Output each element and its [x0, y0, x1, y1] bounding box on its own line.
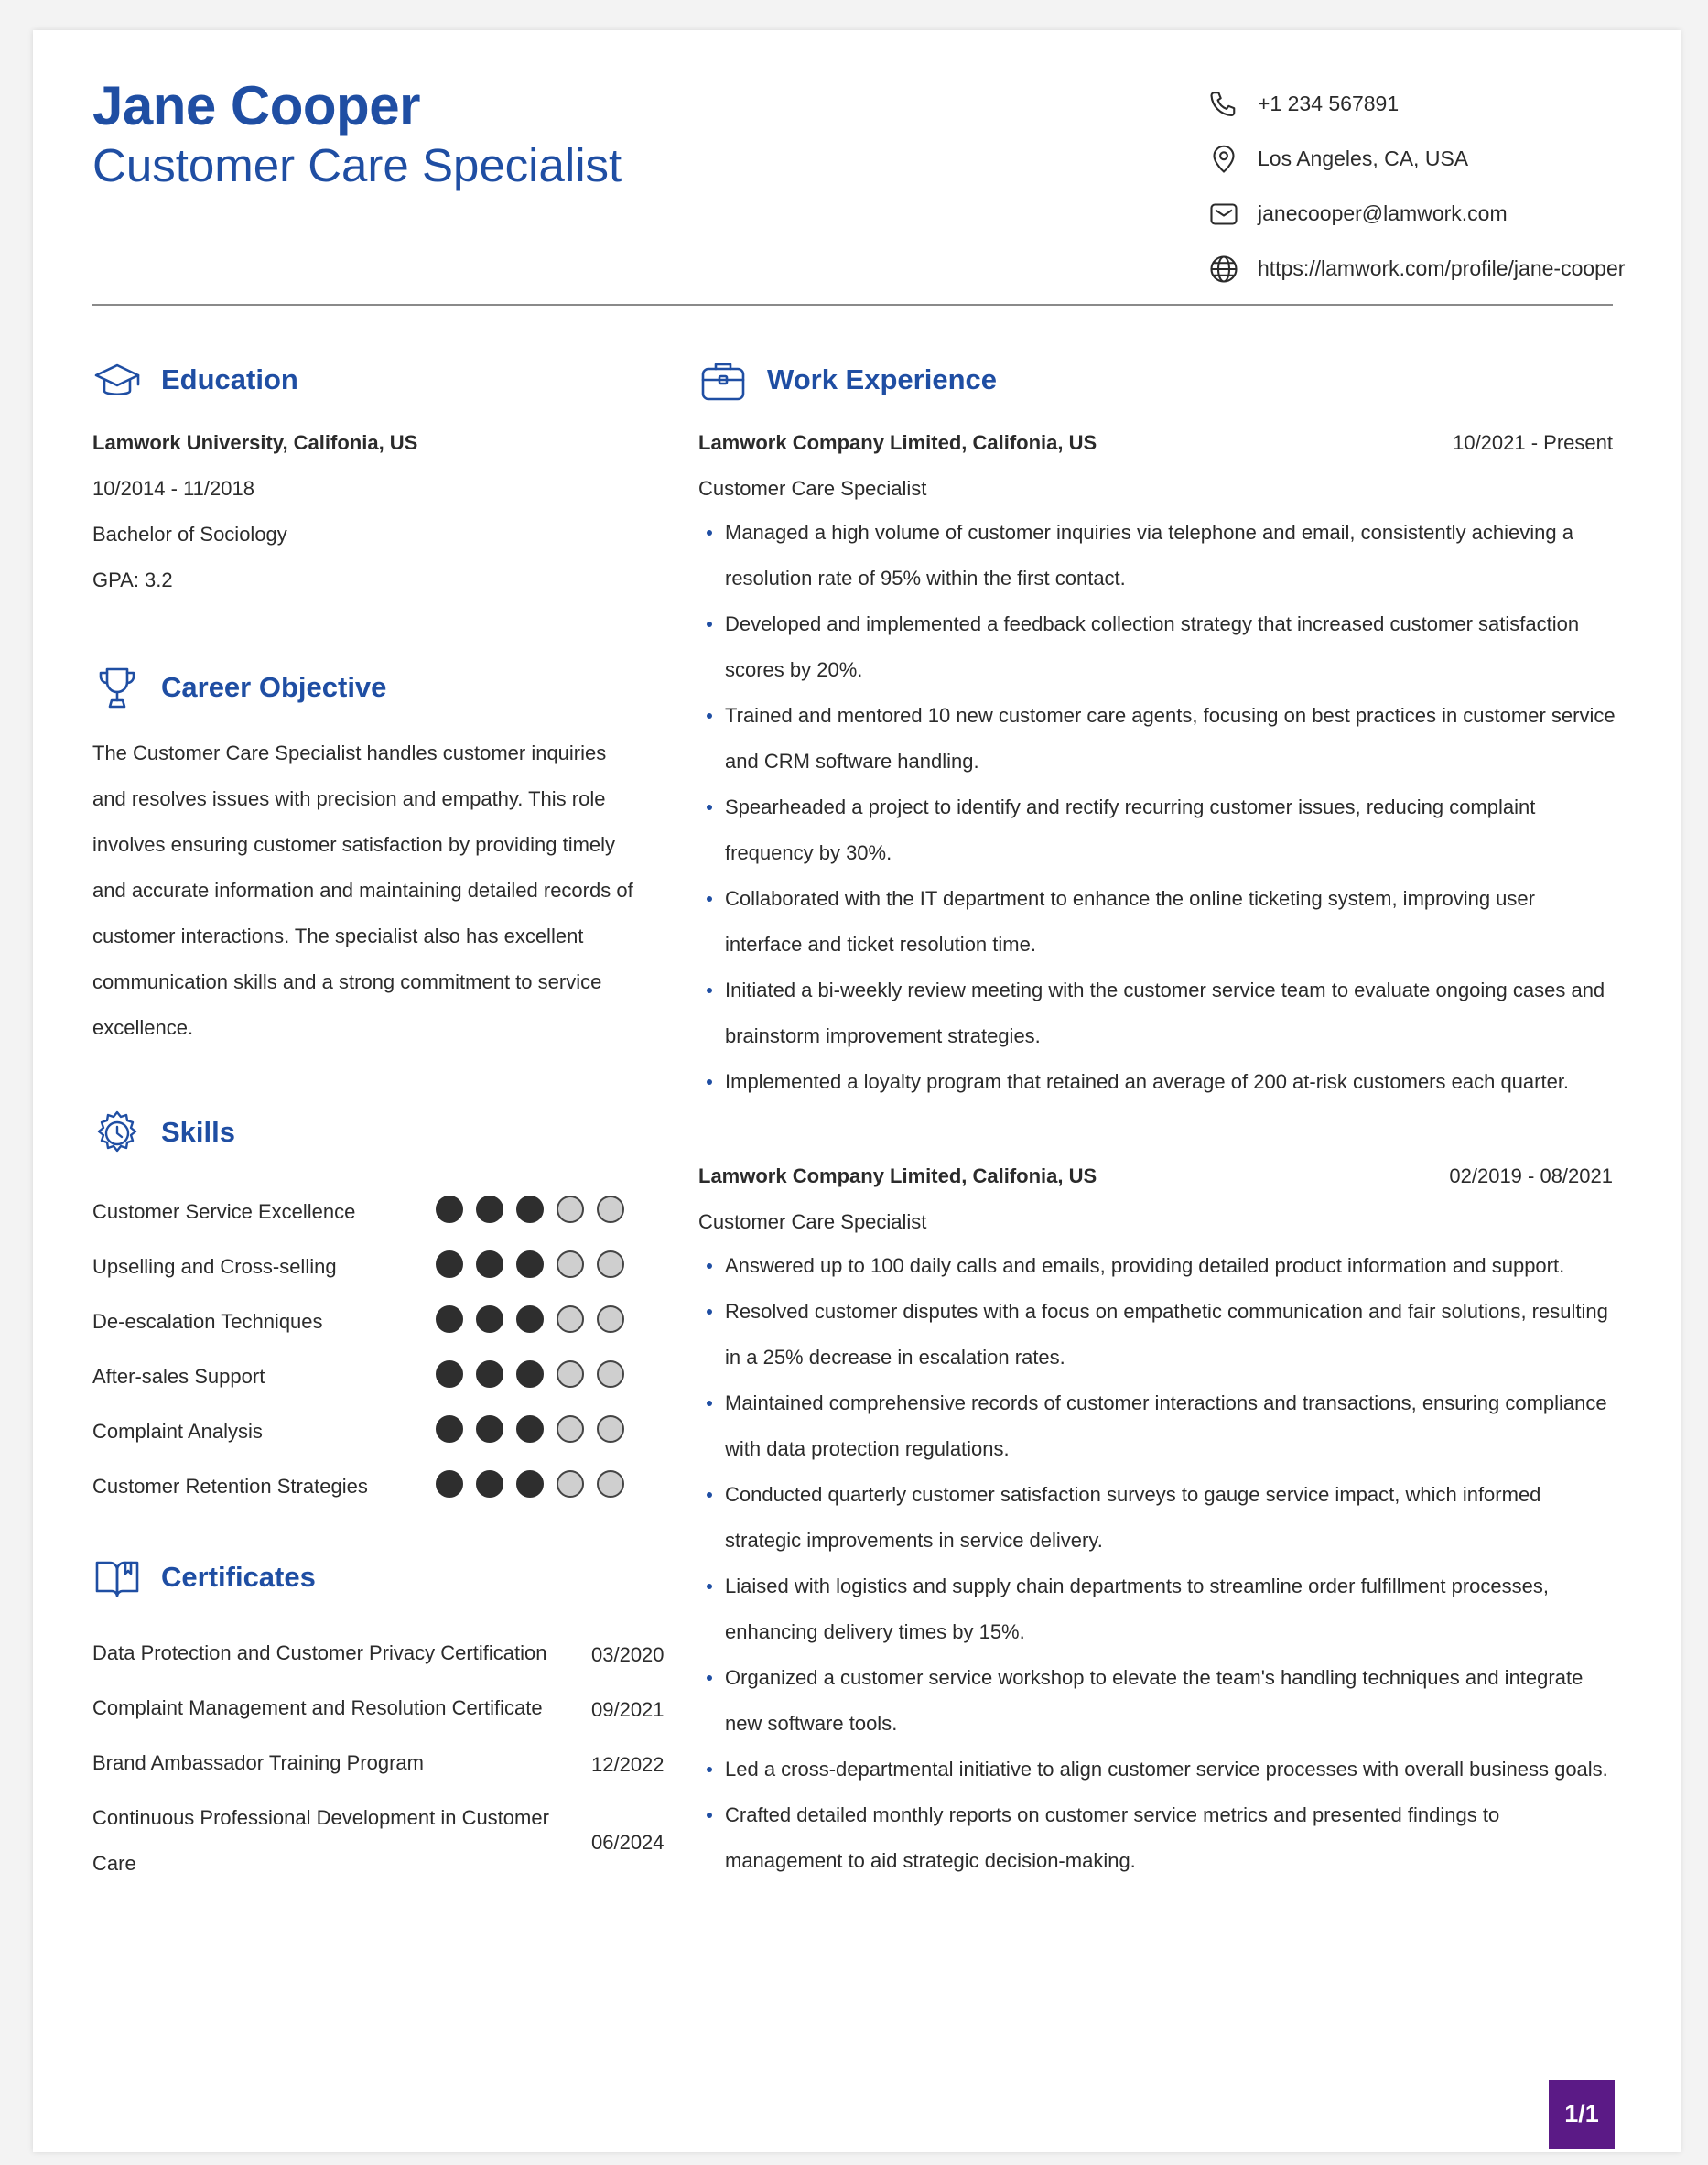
rating-dot-empty	[557, 1305, 584, 1333]
candidate-title: Customer Care Specialist	[92, 139, 622, 191]
skill-name: Complaint Analysis	[92, 1420, 263, 1443]
location-pin-icon	[1207, 143, 1240, 176]
resume-page	[33, 30, 1681, 2152]
contact-website	[1207, 253, 1647, 308]
education-school: Lamwork University, Califonia, US	[92, 431, 418, 454]
rating-dot-filled	[476, 1250, 503, 1278]
job-bullets	[725, 510, 1617, 1105]
rating-dot-empty	[597, 1360, 624, 1388]
briefcase-icon	[698, 356, 748, 406]
rating-dot-filled	[436, 1360, 463, 1388]
skill-row	[92, 1248, 642, 1284]
header-divider	[92, 304, 1613, 306]
skill-rating	[436, 1305, 637, 1338]
certificate-date: 06/2024	[591, 1831, 665, 1854]
work-title: Work Experience	[767, 363, 997, 395]
gear-clock-icon	[92, 1109, 142, 1158]
skills-title: Skills	[161, 1116, 235, 1148]
rating-dot-filled	[436, 1305, 463, 1333]
rating-dot-filled	[476, 1470, 503, 1498]
skill-rating	[436, 1415, 637, 1448]
job-bullet: Implemented a loyalty program that retained an average of 200 at-risk customers each quarter.	[725, 1059, 1617, 1105]
skill-row	[92, 1358, 642, 1394]
job-company: Lamwork Company Limited, Califonia, US	[698, 1164, 1097, 1187]
certificate-name: Continuous Professional Development in Customer Care	[92, 1806, 549, 1875]
rating-dot-filled	[436, 1250, 463, 1278]
skill-rating	[436, 1360, 637, 1393]
job-bullet: Maintained comprehensive records of customer interactions and transactions, ensuring compliance with data protection regulations.	[725, 1380, 1617, 1472]
rating-dot-filled	[516, 1305, 544, 1333]
job-position: Customer Care Specialist	[698, 477, 927, 500]
rating-dot-empty	[557, 1470, 584, 1498]
rating-dot-empty	[557, 1360, 584, 1388]
rating-dot-filled	[516, 1415, 544, 1443]
skill-name: After-sales Support	[92, 1365, 265, 1388]
contact-website-text[interactable]: https://lamwork.com/profile/jane-cooper	[1258, 256, 1626, 280]
education-gpa: GPA: 3.2	[92, 568, 173, 591]
certificate-name: Brand Ambassador Training Program	[92, 1751, 424, 1774]
job-bullets	[725, 1243, 1617, 1884]
rating-dot-empty	[597, 1305, 624, 1333]
rating-dot-filled	[476, 1415, 503, 1443]
skill-name: Upselling and Cross-selling	[92, 1255, 337, 1278]
job-bullet: Led a cross-departmental initiative to align customer service processes with overall business goals.	[725, 1747, 1617, 1792]
rating-dot-filled	[516, 1470, 544, 1498]
skill-row	[92, 1303, 642, 1339]
rating-dot-filled	[516, 1196, 544, 1223]
skill-row	[92, 1413, 642, 1449]
rating-dot-filled	[476, 1196, 503, 1223]
candidate-name: Jane Cooper	[92, 75, 420, 136]
certificate-date: 09/2021	[591, 1698, 665, 1721]
contact-location	[1207, 143, 1647, 198]
skill-name: Customer Service Excellence	[92, 1200, 356, 1223]
job-header	[698, 1164, 1613, 1201]
skill-name: De-escalation Techniques	[92, 1310, 323, 1333]
job-bullet: Spearheaded a project to identify and rectify recurring customer issues, reducing complaint frequency by 30%.	[725, 785, 1617, 876]
job-bullet: Managed a high volume of customer inquiries via telephone and email, consistently achieving a resolution rate of 95% within the first contact.	[725, 510, 1617, 601]
education-degree: Bachelor of Sociology	[92, 523, 287, 546]
skill-rating	[436, 1196, 637, 1229]
page-indicator[interactable]: 1/1	[1549, 2080, 1615, 2149]
skill-rating	[436, 1470, 637, 1503]
job-bullet: Crafted detailed monthly reports on customer service metrics and presented findings to management to aid strategic decision-making.	[725, 1792, 1617, 1884]
phone-icon	[1207, 88, 1240, 121]
rating-dot-empty	[597, 1196, 624, 1223]
book-icon	[92, 1553, 142, 1603]
globe-icon	[1207, 253, 1240, 286]
trophy-icon	[92, 664, 142, 713]
rating-dot-empty	[597, 1470, 624, 1498]
job-company: Lamwork Company Limited, Califonia, US	[698, 431, 1097, 454]
job-position: Customer Care Specialist	[698, 1210, 927, 1233]
rating-dot-filled	[476, 1305, 503, 1333]
job-bullet: Initiated a bi-weekly review meeting with the customer service team to evaluate ongoing cases and brainstorm improvement strategies.	[725, 968, 1617, 1059]
job-bullet: Answered up to 100 daily calls and emails, providing detailed product information and support.	[725, 1243, 1617, 1289]
certificate-name: Complaint Management and Resolution Certificate	[92, 1696, 543, 1719]
job-bullet: Liaised with logistics and supply chain departments to streamline order fulfillment processes, enhancing delivery times by 15%.	[725, 1564, 1617, 1655]
skill-name: Customer Retention Strategies	[92, 1475, 368, 1498]
job-bullet: Developed and implemented a feedback collection strategy that increased customer satisfaction scores by 20%.	[725, 601, 1617, 693]
job-dates: 02/2019 - 08/2021	[1449, 1164, 1613, 1187]
rating-dot-empty	[557, 1250, 584, 1278]
job-bullet: Resolved customer disputes with a focus on empathetic communication and fair solutions, resulting in a 25% decrease in escalation rates.	[725, 1289, 1617, 1380]
rating-dot-filled	[476, 1360, 503, 1388]
rating-dot-filled	[436, 1196, 463, 1223]
graduation-cap-icon	[92, 356, 142, 406]
rating-dot-empty	[597, 1250, 624, 1278]
job-bullet: Collaborated with the IT department to enhance the online ticketing system, improving user interface and ticket resolution time.	[725, 876, 1617, 968]
education-title: Education	[161, 363, 298, 395]
rating-dot-filled	[516, 1250, 544, 1278]
contact-phone	[1207, 88, 1647, 143]
job-bullet: Organized a customer service workshop to elevate the team's handling techniques and integrate new software tools.	[725, 1655, 1617, 1747]
objective-title: Career Objective	[161, 671, 387, 703]
rating-dot-empty	[597, 1415, 624, 1443]
job-bullet: Conducted quarterly customer satisfaction surveys to gauge service impact, which informed strategic improvements in service delivery.	[725, 1472, 1617, 1564]
job-header	[698, 431, 1613, 468]
skill-row	[92, 1193, 642, 1229]
certificates-title: Certificates	[161, 1561, 316, 1593]
skill-rating	[436, 1250, 637, 1283]
rating-dot-filled	[436, 1415, 463, 1443]
contact-email-text[interactable]: janecooper@lamwork.com	[1258, 201, 1508, 225]
contact-list	[1207, 88, 1647, 308]
skill-row	[92, 1467, 642, 1504]
job-bullet: Trained and mentored 10 new customer care agents, focusing on best practices in customer service and CRM software handling.	[725, 693, 1617, 785]
job-dates: 10/2021 - Present	[1453, 431, 1613, 454]
contact-location-text: Los Angeles, CA, USA	[1258, 146, 1469, 170]
envelope-icon	[1207, 198, 1240, 231]
certificate-date: 03/2020	[591, 1643, 665, 1666]
rating-dot-empty	[557, 1415, 584, 1443]
contact-email	[1207, 198, 1647, 253]
education-dates: 10/2014 - 11/2018	[92, 477, 254, 500]
rating-dot-empty	[557, 1196, 584, 1223]
certificate-date: 12/2022	[591, 1753, 665, 1776]
rating-dot-filled	[436, 1470, 463, 1498]
contact-phone-text: +1 234 567891	[1258, 92, 1400, 115]
certificate-name: Data Protection and Customer Privacy Certification	[92, 1641, 547, 1664]
objective-text: The Customer Care Specialist handles customer inquiries and resolves issues with precision and empathy. This role involves ensuring customer satisfaction by providing timely and accurate information and maintaining detailed records of customer interactions. The specialist also has excellent communication skills and a strong commitment to service excellence.	[92, 742, 633, 1039]
rating-dot-filled	[516, 1360, 544, 1388]
